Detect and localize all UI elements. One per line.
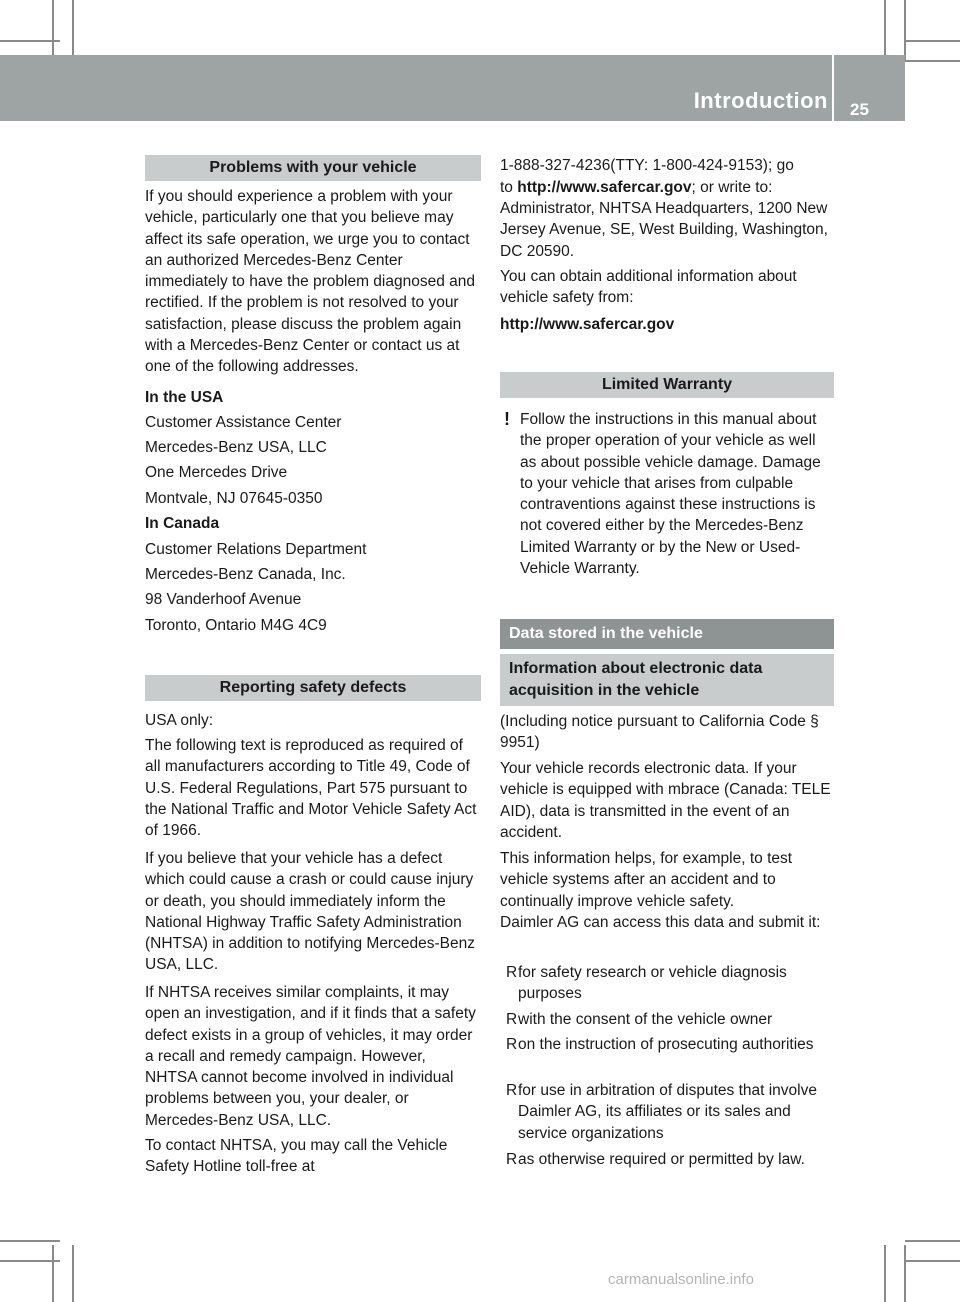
usa-address-line: Mercedes-Benz USA, LLC <box>145 439 327 456</box>
safercar-link[interactable]: http://www.safercar.gov <box>517 179 692 196</box>
contact-post: ; or write to: <box>691 179 773 196</box>
canada-address-line: Toronto, Ontario M4G 4C9 <box>145 617 327 634</box>
crop-mark <box>904 0 906 62</box>
page-number: 25 <box>850 100 869 119</box>
data-paragraph: Your vehicle records electronic data. If your vehicle is equipped with mbrace (Canada: TELE AID), data is transmitted in the event of an accident. <box>500 760 831 841</box>
reporting-paragraph: If NHTSA receives similar complaints, it may open an investigation, and if it finds that a safety defect exists in a group of vehicles, it may order a recall and remedy campaign. However, NHTSA cannot become involved in individual problems between you, your dealer, or Mercedes-Benz USA, LLC. <box>145 984 476 1129</box>
crop-mark <box>52 0 54 62</box>
problems-body: If you should experience a problem with your vehicle, particularly one that you believe may affect its safe operation, we urge you to contact an authorized Mercedes-Benz Center immediately to have the problem diagnosed and rectified. If the problem is not resolved to your satisfaction, please discuss the problem again with a Mercedes-Benz Center or contact us at one of the following addresses. <box>145 188 476 376</box>
warranty-warning <box>500 409 834 579</box>
crop-mark <box>72 1245 74 1302</box>
warranty-warning-text: Follow the instructions in this manual about the proper operation of your vehicle as well as about possible vehicle damage. Damage to your vehicle that arises from culpable contraventions against these instructions is not covered either by the Mercedes-Benz Limited Warranty or by the New or Used-Vehicle Warranty. <box>520 411 821 578</box>
contact-pre: to <box>500 179 518 196</box>
reporting-usa-only: USA only: <box>145 712 214 729</box>
crop-mark <box>905 40 960 42</box>
data-paragraph: This information helps, for example, to test vehicle systems after an accident and to continually improve vehicle safety. <box>500 850 793 910</box>
data-paragraph: Daimler AG can access this data and submit it: <box>500 914 821 931</box>
usa-address-line: Customer Assistance Center <box>145 414 342 431</box>
usa-address-line: One Mercedes Drive <box>145 464 288 481</box>
crop-mark <box>904 1245 906 1302</box>
list-item: R for use in arbitration of disputes that involve Daimler AG, its affiliates or its sales and service organizations <box>506 1082 817 1142</box>
list-item: R as otherwise required or permitted by law. <box>500 1149 834 1170</box>
crop-mark <box>884 0 886 62</box>
crop-mark <box>905 1240 960 1242</box>
watermark: carmanualsonline.info <box>608 1271 754 1288</box>
crop-mark <box>905 60 960 62</box>
more-info-text: You can obtain additional information about vehicle safety from: <box>500 268 797 307</box>
list-item: R with the consent of the vehicle owner <box>500 1009 834 1030</box>
section-heading-data-stored: Data stored in the vehicle <box>500 619 834 649</box>
bullet-icon: R <box>506 1082 518 1099</box>
reporting-paragraph: If you believe that your vehicle has a defect which could cause a crash or could cause injury or death, you should immediately inform the National Highway Traffic Safety Administration (NHTSA) in addition to notifying Mercedes-Benz USA, LLC. <box>145 850 475 974</box>
data-paragraph: (Including notice pursuant to California Code § 9951) <box>500 713 819 752</box>
reporting-paragraph: To contact NHTSA, you may call the Vehicle Safety Hotline toll-free at <box>145 1137 448 1176</box>
bullet-icon: R <box>506 1151 518 1168</box>
list-item: R on the instruction of prosecuting authorities <box>500 1034 834 1055</box>
bullet-icon: R <box>506 964 518 981</box>
list-item: R for safety research or vehicle diagnosis purposes <box>506 964 787 1003</box>
subheading-electronic-data: Information about electronic data acquisition in the vehicle <box>500 654 834 706</box>
crop-mark <box>905 1260 960 1262</box>
usa-label: In the USA <box>145 389 224 406</box>
safercar-link[interactable]: http://www.safercar.gov <box>500 316 675 333</box>
contact-line <box>500 177 834 198</box>
warning-icon: ! <box>504 409 510 429</box>
crop-mark <box>0 1260 60 1262</box>
crop-mark <box>884 1245 886 1302</box>
canada-label: In Canada <box>145 515 220 532</box>
bullet-icon: R <box>506 1036 518 1053</box>
reporting-paragraph: The following text is reproduced as required of all manufacturers according to Title 49, Code of U.S. Federal Regulations, Part 575 pursuant to the National Traffic and Motor Vehicle Safety Act of 1966. <box>145 737 477 840</box>
crop-mark <box>52 1245 54 1302</box>
crop-mark <box>0 40 60 42</box>
chapter-title: Introduction <box>693 88 828 113</box>
section-heading-reporting: Reporting safety defects <box>145 675 481 701</box>
header-divider <box>832 55 834 121</box>
nhtsa-address: Administrator, NHTSA Headquarters, 1200 New Jersey Avenue, SE, West Building, Washington, DC 20590. <box>500 200 828 260</box>
hotline-line: 1-888-327-4236(TTY: 1-800-424-9153); go <box>500 157 794 174</box>
section-heading-problems: Problems with your vehicle <box>145 155 481 181</box>
bullet-icon: R <box>506 1011 518 1028</box>
crop-mark <box>72 0 74 60</box>
canada-address-line: Mercedes-Benz Canada, Inc. <box>145 566 346 583</box>
section-heading-warranty: Limited Warranty <box>500 372 834 398</box>
crop-mark <box>0 1240 60 1242</box>
canada-address-line: 98 Vanderhoof Avenue <box>145 591 302 608</box>
canada-address-line: Customer Relations Department <box>145 541 367 558</box>
usa-address-line: Montvale, NJ 07645-0350 <box>145 490 323 507</box>
